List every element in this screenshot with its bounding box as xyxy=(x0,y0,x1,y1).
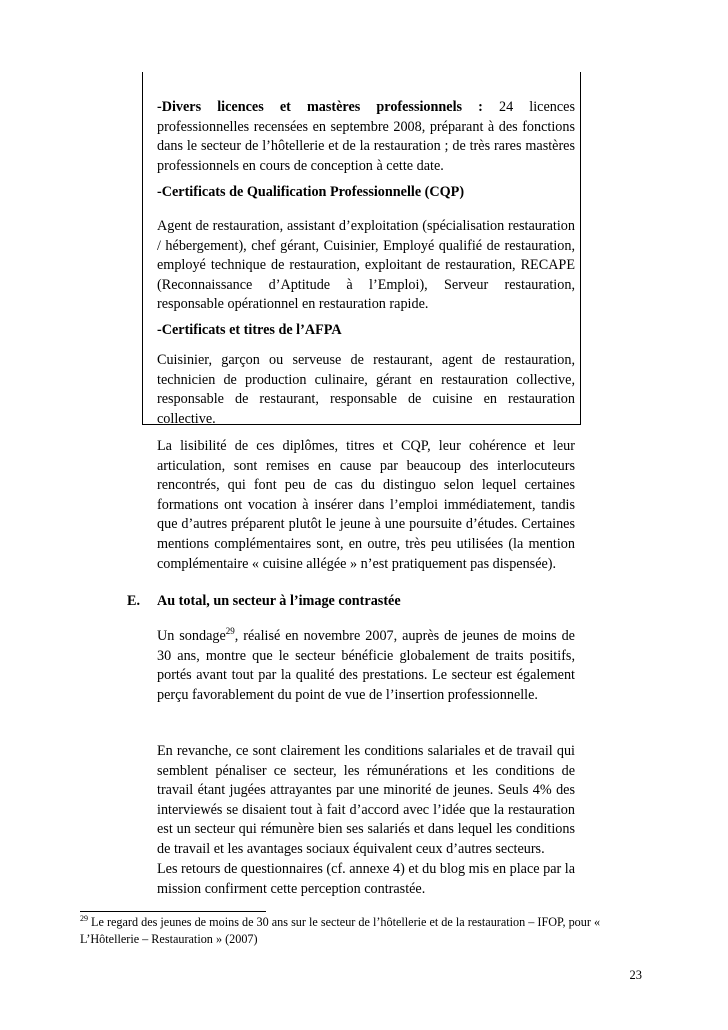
page-number: 23 xyxy=(629,968,642,982)
afpa-heading: -Certificats et titres de l’AFPA xyxy=(157,322,342,338)
footnote-number: 29 xyxy=(80,914,88,923)
sondage-text-start: Un sondage xyxy=(157,628,226,644)
retours-paragraph: Les retours de questionnaires (cf. annexe 4) et du blog mis en place par la mission confirment cette perception contrastée. xyxy=(157,861,575,897)
licences-paragraph xyxy=(157,98,575,176)
revanche-paragraph: En revanche, ce sont clairement les conditions salariales et de travail qui semblent pénaliser ce secteur, les rémunérations et les conditions de travail étant jugées attrayantes par une minorité de jeunes. Seuls 4% des interviewés se disaient tout à fait d’accord avec l’idée que la restauration est un secteur qui rémunère bien ses salariés et dans lequel les conditions de travail et les avantages sociaux équivalent ceux d’autres secteurs. xyxy=(157,743,575,857)
footnote-separator xyxy=(80,911,266,912)
cqp-heading: -Certificats de Qualification Professionnelle (CQP) xyxy=(157,184,465,200)
licences-text: 24 licences professionnelles recensées en septembre 2008, préparant à des fonctions dans le secteur de l’hôtellerie et de la restauration ; de très rares mastères professionnels en cours de conception à cette date. xyxy=(157,99,575,174)
cqp-text: Agent de restauration, assistant d’exploitation (spécialisation restauration / hébergement), chef gérant, Cuisinier, Employé qualifié de restauration, employé technique de restauration, exploitant de restauration, RECAPE (Reconnaissance d’Aptitude à l’Emploi), Serveur restauration, responsable opérationnel en restauration rapide. xyxy=(157,218,575,313)
licences-heading: -Divers licences et mastères professionnels : xyxy=(157,99,483,115)
lisibilite-paragraph: La lisibilité de ces diplômes, titres et CQP, leur cohérence et leur articulation, sont remises en cause par beaucoup des interlocuteurs rencontrés, qui font peu de cas du distinguo selon lequel certaines formations ont vocation à insérer dans l’emploi immédiatement, tandis que d’autres préparent plutôt le jeune à une poursuite d’études. Certaines mentions complémentaires sont, en outre, très peu utilisées (la mention complémentaire « cuisine allégée » n’est pratiquement pas dispensée). xyxy=(157,438,575,572)
afpa-text: Cuisinier, garçon ou serveuse de restaurant, agent de restauration, technicien de production culinaire, gérant en restauration collective, responsable de restaurant, responsable de cuisine en restauration collective. xyxy=(157,352,575,427)
section-title: Au total, un secteur à l’image contrastée xyxy=(157,593,401,609)
sondage-text-end: , réalisé en novembre 2007, auprès de jeunes de moins de 30 ans, montre que le secteur bénéficie globalement de traits positifs, portés avant tout par la qualité des prestations. Le secteur est également perçu favorablement du point de vue de l’insertion professionnelle. xyxy=(157,628,575,703)
footnote-text: Le regard des jeunes de moins de 30 ans sur le secteur de l’hôtellerie et de la restauration – IFOP, pour « L’Hôtellerie – Restauration » (2007) xyxy=(80,915,601,946)
footnote-reference[interactable]: 29 xyxy=(225,626,235,636)
footnote xyxy=(80,914,640,948)
section-heading xyxy=(127,592,587,612)
sondage-paragraph xyxy=(157,627,575,705)
section-letter: E. xyxy=(127,593,141,609)
